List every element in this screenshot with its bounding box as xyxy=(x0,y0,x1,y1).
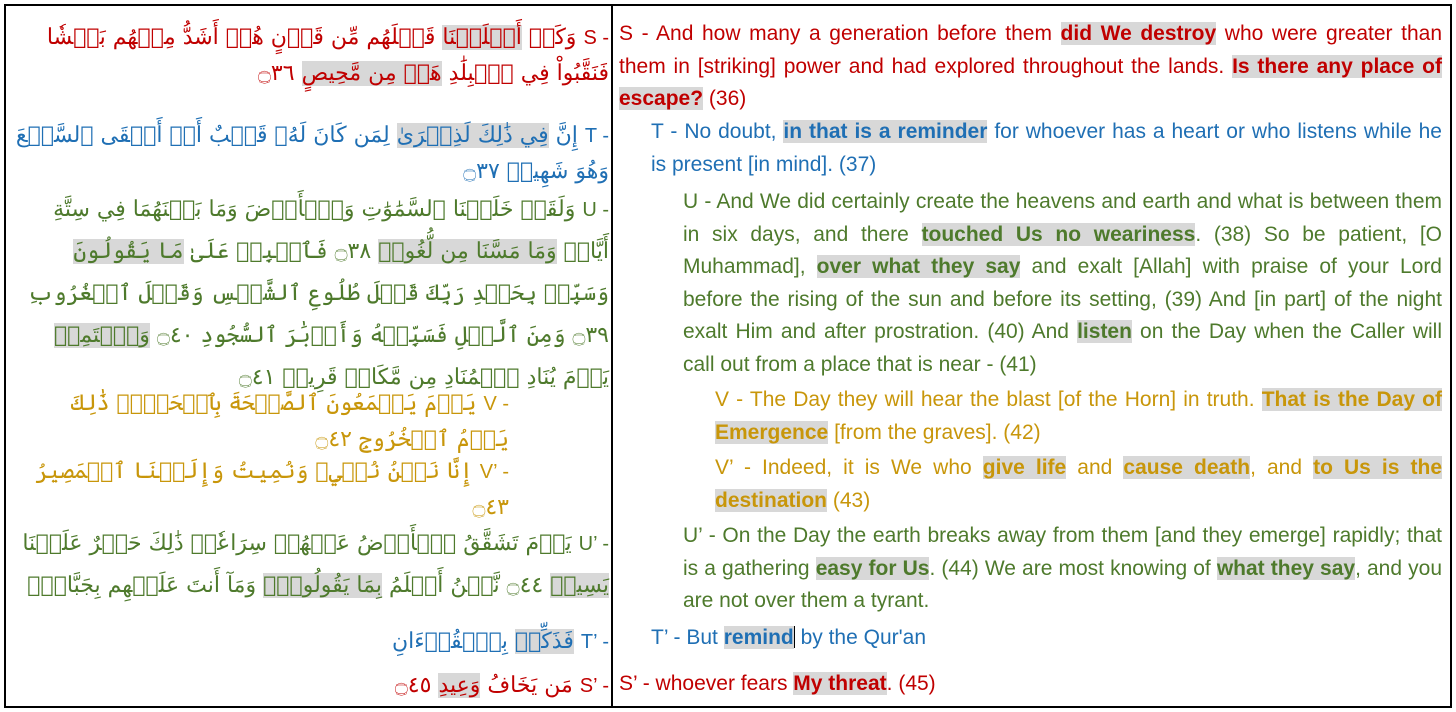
highlight: give life xyxy=(982,456,1067,479)
highlight: وَمَا مَسَّنَا مِن لُّغُوبٖ xyxy=(378,239,557,264)
highlight: أَهۡلَكۡنَا xyxy=(442,25,522,50)
english-S-prime xyxy=(619,668,1442,701)
highlight: My threat xyxy=(793,672,887,695)
text: وَكَمۡ xyxy=(528,25,577,50)
text: وَسَبِّحۡ بِحَمۡدِ رَبِّكَ قَبۡلَ طُلُوعِ ٱلشَّمۡسِ وَقَبۡلَ ٱلۡغُرُوبِ xyxy=(27,281,609,306)
ayah-number: ۝٤١ xyxy=(238,365,276,390)
arabic-column xyxy=(6,6,609,706)
text: نَّحۡنُ أَعۡلَمُ xyxy=(388,573,500,598)
highlight: هَلۡ مِن مَّحِيصٍ xyxy=(301,61,442,86)
arabic-S xyxy=(14,20,609,92)
english-U-prime xyxy=(683,520,1442,618)
arabic-U xyxy=(14,189,609,399)
text: وَمَآ أَنتَ عَلَيۡهِم بِجَبَّارٖۖ xyxy=(27,573,257,598)
ayah-number: ۝٤٤ xyxy=(506,573,544,598)
highlight: did We destroy xyxy=(1060,22,1217,45)
highlight: مَا يَقُولُونَ xyxy=(73,239,184,264)
label: U - xyxy=(582,199,609,221)
label: V’ - xyxy=(479,461,509,483)
ayah-number: ۝٣٧ xyxy=(463,159,500,184)
highlight: over what they say xyxy=(816,255,1021,278)
ayah-number: ۝٤٠ xyxy=(156,323,194,348)
text: V’ - Indeed, it is We who xyxy=(715,456,983,479)
label: T’ - xyxy=(580,631,609,653)
ayah-number: ۝٤٥ xyxy=(394,673,432,698)
ayah-number: ۝٤٣ xyxy=(472,495,509,520)
text: بِٱلۡقُرۡءَانِ xyxy=(392,629,508,654)
english-V xyxy=(715,384,1442,449)
text: , and you are not over them a tyrant. xyxy=(683,556,1442,612)
english-V-prime xyxy=(715,452,1442,517)
label: U’ - xyxy=(578,533,609,555)
text: and xyxy=(1066,456,1124,479)
text: V - The Day they will hear the blast [of the Horn] in truth. xyxy=(715,388,1262,411)
text: (36) xyxy=(703,87,747,110)
arabic-V xyxy=(14,386,509,458)
comparison-table xyxy=(4,4,1452,708)
label: S’ - xyxy=(579,675,609,697)
text: U - And We did certainly create the heavens and earth and what is between them in six days, and there xyxy=(683,190,1442,246)
text: . (38) So be patient, [O Muhammad], xyxy=(683,222,1443,278)
highlight: cause death xyxy=(1123,456,1251,479)
text: مَن يَخَافُ xyxy=(487,673,573,698)
text: . (45) xyxy=(886,672,936,695)
english-T xyxy=(651,116,1442,181)
text: يَوۡمَ تَشَقَّقُ ٱلۡأَرۡضُ عَنۡهُمۡ سِرَاعٗاۚ ذَٰلِكَ حَشۡرٌ عَلَيۡنَا xyxy=(22,531,572,556)
label: V - xyxy=(483,393,509,415)
text: وَلَقَدۡ خَلَقۡنَا ٱلسَّمَٰوَٰتِ وَٱلۡأَرۡضَ وَمَا بَيۡنَهُمَا فِي سِتَّةِ أَيَّامٖ xyxy=(53,197,609,264)
english-column xyxy=(613,6,1450,706)
label: S - xyxy=(583,27,609,49)
english-T-prime xyxy=(651,622,1442,655)
text: T - No doubt, xyxy=(651,120,784,143)
ayah-number: ۝٤٢ xyxy=(315,427,352,452)
text: قَبۡلَهُم مِّن قَرۡنٍ هُمۡ أَشَدُّ مِنۡهُم بَطۡشٗا فَنَقَّبُواْ فِي ٱلۡبِلَٰدِ xyxy=(46,25,609,86)
text: for whoever has a heart or who listens while he is present [in mind]. (37) xyxy=(651,120,1442,176)
arabic-V-prime xyxy=(14,454,509,526)
text: by the Qur'an xyxy=(794,626,926,649)
highlight: what they say xyxy=(1216,556,1356,580)
text: يَوۡمَ يَسۡمَعُونَ ٱلصَّيۡحَةَ بِٱلۡحَقِّۚ ذَٰلِكَ يَوۡمُ ٱلۡخُرُوجِ xyxy=(70,391,509,452)
highlight: وَعِيدِ xyxy=(438,673,481,698)
text: on the Day when the Caller will call out from a place that is near - (41) xyxy=(683,320,1442,376)
text: S - And how many a generation before them xyxy=(619,22,1061,45)
arabic-U-prime xyxy=(14,523,609,607)
text: فَٱصۡبِرۡ عَلَىٰ xyxy=(190,239,328,264)
highlight: That is the Day of Emergence xyxy=(715,388,1442,444)
text: who were greater than them in [striking] power and had explored throughout the lands. xyxy=(619,22,1443,78)
highlight: to Us is the destination xyxy=(715,456,1442,512)
text: لِمَن كَانَ لَهُۥ قَلۡبٌ أَوۡ أَلۡقَى ٱلسَّمۡعَ وَهُوَ شَهِيدٞ xyxy=(15,123,609,184)
highlight: بِمَا يَقُولُونَۖ xyxy=(263,573,382,598)
arabic-T-prime xyxy=(14,624,609,660)
highlight: فِي ذَٰلِكَ لَذِكۡرَىٰ xyxy=(396,123,549,148)
label: T - xyxy=(584,125,609,147)
highlight: يَسِيرٞ xyxy=(550,573,609,598)
text: [from the graves]. (42) xyxy=(828,420,1041,444)
highlight: in that is a reminder xyxy=(783,120,988,143)
text: إِنَّا نَحۡنُ نُحۡيِۦ وَنُمِيتُ وَإِلَيۡنَا ٱلۡمَصِيرُ xyxy=(35,459,473,484)
highlight: listen xyxy=(1077,320,1132,343)
highlight: touched Us no weariness xyxy=(921,222,1196,246)
highlight: remind xyxy=(723,626,794,649)
highlight: فَذَكِّرۡ xyxy=(514,629,574,654)
highlight: وَٱسۡتَمِعۡ xyxy=(53,323,150,348)
english-U xyxy=(683,186,1442,381)
text: يَوۡمَ يُنَادِ ٱلۡمُنَادِ مِن مَّكَانٖ قَرِيبٖ xyxy=(282,365,609,390)
ayah-number: ۝٣٦ xyxy=(258,61,295,86)
text: . (44) We are most knowing of xyxy=(929,556,1217,580)
text: , and xyxy=(1250,456,1314,479)
text: T’ - But xyxy=(651,626,724,649)
english-S xyxy=(619,18,1442,116)
arabic-T xyxy=(14,118,609,190)
text: U’ - On the Day the earth breaks away from them [and they emerge] rapidly; that is a gathering xyxy=(683,524,1442,580)
text: S’ - whoever fears xyxy=(619,672,794,695)
text: وَمِنَ ٱلَّيۡلِ فَسَبِّحۡهُ وَأَدۡبَٰرَ ٱلسُّجُودِ xyxy=(200,323,566,348)
highlight: easy for Us xyxy=(815,556,930,580)
ayah-number: ۝٣٨ xyxy=(334,239,372,264)
text: إِنَّ xyxy=(555,123,578,148)
arabic-S-prime xyxy=(14,668,609,704)
text: (43) xyxy=(827,488,871,512)
ayah-number: ۝٣٩ xyxy=(572,323,609,348)
text: and exalt [Allah] with praise of your Lord before the rising of the sun and before its setting, (39) And [in part] of the night exalt Him and after prostration. (40) And xyxy=(683,255,1442,343)
highlight: Is there any place of escape? xyxy=(619,54,1442,110)
